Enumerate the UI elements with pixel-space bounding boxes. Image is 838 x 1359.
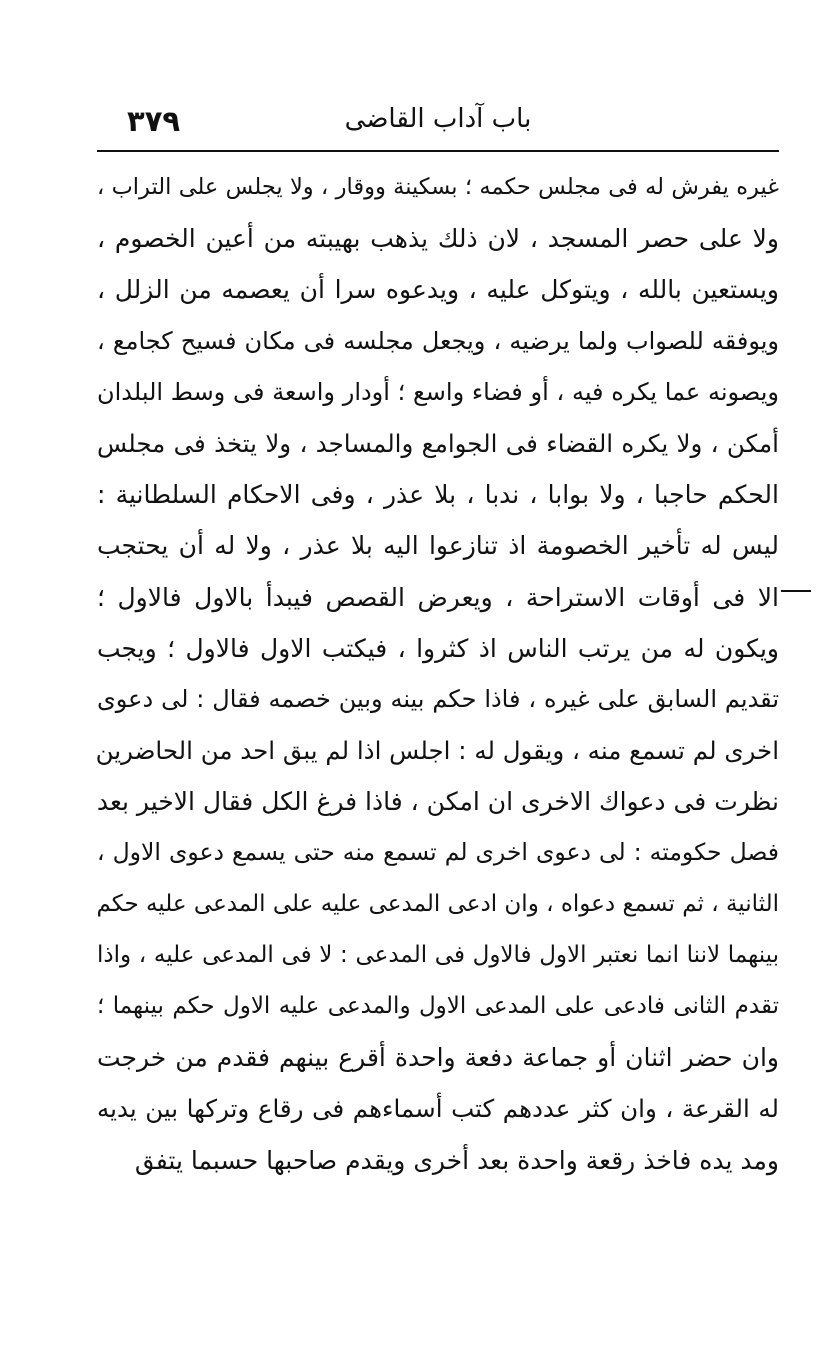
text-line: الا فى أوقات الاستراحة ، ويعرض القصص فيبدأ بالاول فالاول ؛ bbox=[97, 582, 779, 612]
text-line: الحكم حاجبا ، ولا بوابا ، ندبا ، بلا عذر ، وفى الاحكام السلطانية : bbox=[97, 480, 779, 510]
page-header bbox=[97, 102, 779, 150]
text-line: ويستعين بالله ، ويتوكل عليه ، ويدعوه سرا أن يعصمه من الزلل ، bbox=[97, 275, 779, 305]
text-line: غيره يفرش له فى مجلس حكمه ؛ بسكينة ووقار ، ولا يجلس على التراب ، bbox=[97, 174, 779, 200]
text-line: ولا على حصر المسجد ، لان ذلك يذهب بهيبته من أعين الخصوم ، bbox=[97, 224, 779, 254]
text-line: له القرعة ، وان كثر عددهم كتب أسماءهم فى رقاع وتركها بين يديه bbox=[97, 1094, 779, 1124]
text-line: ومد يده فاخذ رقعة واحدة بعد أخرى ويقدم صاحبها حسبما يتفق bbox=[134, 1145, 779, 1175]
margin-mark bbox=[781, 590, 811, 594]
body-text bbox=[97, 162, 779, 1186]
text-line: ويوفقه للصواب ولما يرضيه ، ويجعل مجلسه فى مكان فسيح كجامع ، bbox=[97, 326, 779, 355]
text-line: ويصونه عما يكره فيه ، أو فضاء واسع ؛ أودار واسعة فى وسط البلدان bbox=[97, 377, 779, 406]
text-line: تقديم السابق على غيره ، فاذا حكم بينه وبين خصمه فقال : لى دعوى bbox=[97, 684, 779, 713]
page-number: ٣٧٩ bbox=[127, 104, 181, 138]
running-title: باب آداب القاضى bbox=[344, 104, 532, 134]
text-line: أمكن ، ولا يكره القضاء فى الجوامع والمساجد ، ولا يتخذ فى مجلس bbox=[97, 428, 779, 458]
text-line: الثانية ، ثم تسمع دعواه ، وان ادعى المدعى عليه على المدعى عليه حكم bbox=[96, 890, 779, 917]
text-line: ويكون له من يرتب الناس اذ كثروا ، فيكتب الاول فالاول ؛ ويجب bbox=[97, 633, 779, 663]
text-line: وان حضر اثنان أو جماعة دفعة واحدة أقرع بينهم فقدم من خرجت bbox=[97, 1043, 779, 1073]
text-line: بينهما لاننا انما نعتبر الاول فالاول فى المدعى : لا فى المدعى عليه ، واذا bbox=[97, 941, 779, 968]
text-line: اخرى لم تسمع منه ، ويقول له : اجلس اذا لم يبق احد من الحاضرين bbox=[95, 736, 779, 766]
text-line: تقدم الثانى فادعى على المدعى الاول والمدعى عليه الاول حكم بينهما ؛ bbox=[97, 993, 779, 1019]
header-rule bbox=[97, 150, 779, 152]
text-line: ليس له تأخير الخصومة اذ تنازعوا اليه بلا عذر ، ولا له أن يحتجب bbox=[97, 531, 779, 561]
text-line: فصل حكومته : لى دعوى اخرى لم تسمع منه حتى يسمع دعوى الاول ، bbox=[97, 838, 779, 867]
text-line: نظرت فى دعواك الاخرى ان امكن ، فاذا فرغ الكل فقال الاخير بعد bbox=[96, 787, 779, 817]
